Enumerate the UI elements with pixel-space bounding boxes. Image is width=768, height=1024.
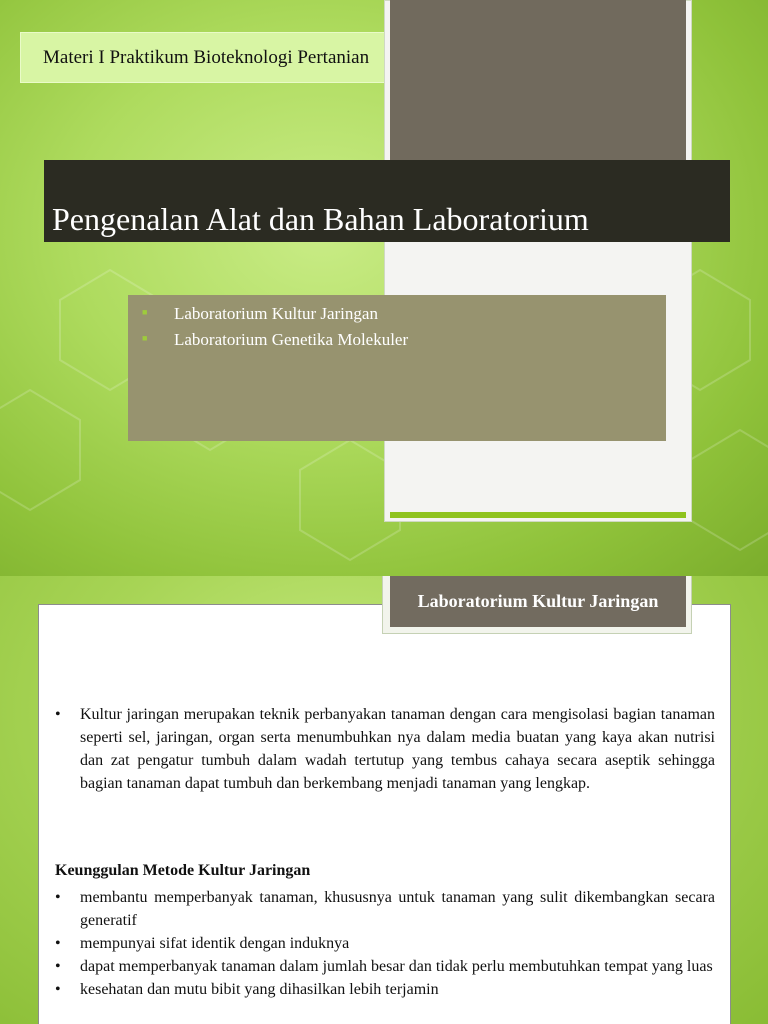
slide-2-header-text: Laboratorium Kultur Jaringan xyxy=(417,591,659,611)
course-topic-label xyxy=(20,32,434,83)
bullet-item xyxy=(142,301,666,327)
bullet-dot-icon: • xyxy=(55,889,61,906)
bullet-text: Laboratorium Kultur Jaringan xyxy=(174,304,378,323)
slide-2-header xyxy=(390,576,686,627)
bullet-item xyxy=(142,327,666,353)
slide-title: Pengenalan Alat dan Bahan Laboratorium xyxy=(52,201,589,237)
list-item xyxy=(55,978,715,1001)
list-item-text: membantu memperbanyak tanaman, khususnya untuk tanaman yang sulit dikembangkan secara generatif xyxy=(80,889,715,929)
bullet-text: Laboratorium Genetika Molekuler xyxy=(174,330,409,349)
slide-2 xyxy=(0,576,768,1024)
bullet-list-box xyxy=(128,295,666,441)
list-item-text: kesehatan dan mutu bibit yang dihasilkan lebih terjamin xyxy=(80,981,439,998)
list-item-text: dapat memperbanyak tanaman dalam jumlah besar dan tidak perlu membutuhkan tempat yang luas xyxy=(80,958,713,975)
content-box xyxy=(38,604,731,1024)
bullet-dot-icon: • xyxy=(55,935,61,952)
title-bar xyxy=(44,160,730,242)
advantages-list xyxy=(55,886,715,1001)
list-item xyxy=(55,932,715,955)
course-topic-text: Materi I Praktikum Bioteknologi Pertanian xyxy=(43,46,370,68)
bullet-dot-icon: • xyxy=(55,981,61,998)
advantages-heading: Keunggulan Metode Kultur Jaringan xyxy=(55,862,311,879)
accent-line xyxy=(390,512,686,518)
list-item xyxy=(55,955,715,978)
list-item-text: mempunyai sifat identik dengan induknya xyxy=(80,935,350,952)
bullet-dot-icon: • xyxy=(55,706,61,723)
bullet-dot-icon: • xyxy=(55,958,61,975)
bullet-square-icon: ■ xyxy=(142,333,148,343)
list-item xyxy=(55,886,715,932)
taupe-header-block xyxy=(390,0,686,160)
bullet-square-icon: ■ xyxy=(142,307,148,317)
intro-paragraph xyxy=(55,703,715,795)
paragraph-text: Kultur jaringan merupakan teknik perbanyakan tanaman dengan cara mengisolasi bagian tanaman seperti sel, jaringan, organ serta menumbuhkan nya dalam media buatan yang kaya akan nutrisi dan zat pengatur tumbuh dalam wadah tertutup yang tembus cahaya secara aseptik sehingga bagian tanaman dapat tumbuh dan berkembang menjadi tanaman yang lengkap. xyxy=(80,706,715,792)
